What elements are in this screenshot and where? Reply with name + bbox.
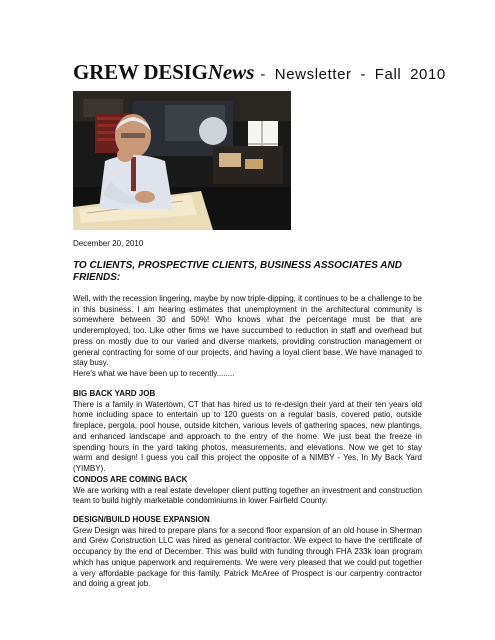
office-photo xyxy=(73,91,291,230)
salutation-heading: TO CLIENTS, PROSPECTIVE CLIENTS, BUSINESS ASSOCIATES AND FRIENDS: xyxy=(73,260,402,283)
section-house-expansion xyxy=(73,515,422,590)
office-photo-illustration xyxy=(73,91,291,230)
masthead-brand: GREW DESIG xyxy=(73,60,208,84)
section-big-back-yard-job xyxy=(73,389,422,475)
section-body: There is a family in Watertown, CT that has hired us to re-design their yard at their ten years old home including space to entertain up to 120 guests on a regular basis, covered patio, outside fireplace, pergola, pool house, outside kitchen, various levels of gathering spaces, new plantings, and enhanced landscape and approach to the entry of the home. We just beat the freeze in spending hours in the yard taking photos, measurements, and elevations. Now we get to stay warm and design! I guess you call this project the opposite of a NIMBY - Yes, In My Back Yard (YIMBY). xyxy=(73,399,422,473)
section-body: Grew Design was hired to prepare plans for a second floor expansion of an old house in Sherman and Grew Construction LLC was hired as general contractor. We expect to have the certificate of occupancy by the end of December. This was build with funding through FHA 233k loan program which has unique paperwork and requirements. We were very pleased that we could put together a very affordable package for this family. Patrick McAree of Prospect is our carpentry contractor and doing a great job. xyxy=(73,525,422,589)
section-heading: DESIGN/BUILD HOUSE EXPANSION xyxy=(73,515,210,524)
letter-date: December 20, 2010 xyxy=(73,239,144,248)
masthead xyxy=(73,60,446,87)
intro-paragraph: Well, with the recession lingering, maybe by now triple-dipping, it continues to be a challenge to be in this business. I am hearing estimates that unemployment in the architectural community is somewhere between 30 and 50%! Who knows what the percentage must be that are underemployed, too. Like other firms we have succumbed to reduction in staff and overhead but press on mostly due to our varied and diverse markets, providing construction management or general contracting for some of our projects, and having a loyal client base. We have managed to stay busy. xyxy=(73,294,422,368)
masthead-subtitle: - Newsletter - Fall 2010 xyxy=(260,66,446,83)
section-condos xyxy=(73,475,422,507)
section-body: We are working with a real estate developer client putting together an investment and construction team to build highly marketable condominiums in lower Fairfield County. xyxy=(73,485,422,506)
section-heading: BIG BACK YARD JOB xyxy=(73,389,156,398)
masthead-brand-italic: News xyxy=(207,60,255,84)
lead-in-paragraph: Here's what we have been up to recently........ xyxy=(73,369,235,378)
section-heading: CONDOS ARE COMING BACK xyxy=(73,475,188,484)
